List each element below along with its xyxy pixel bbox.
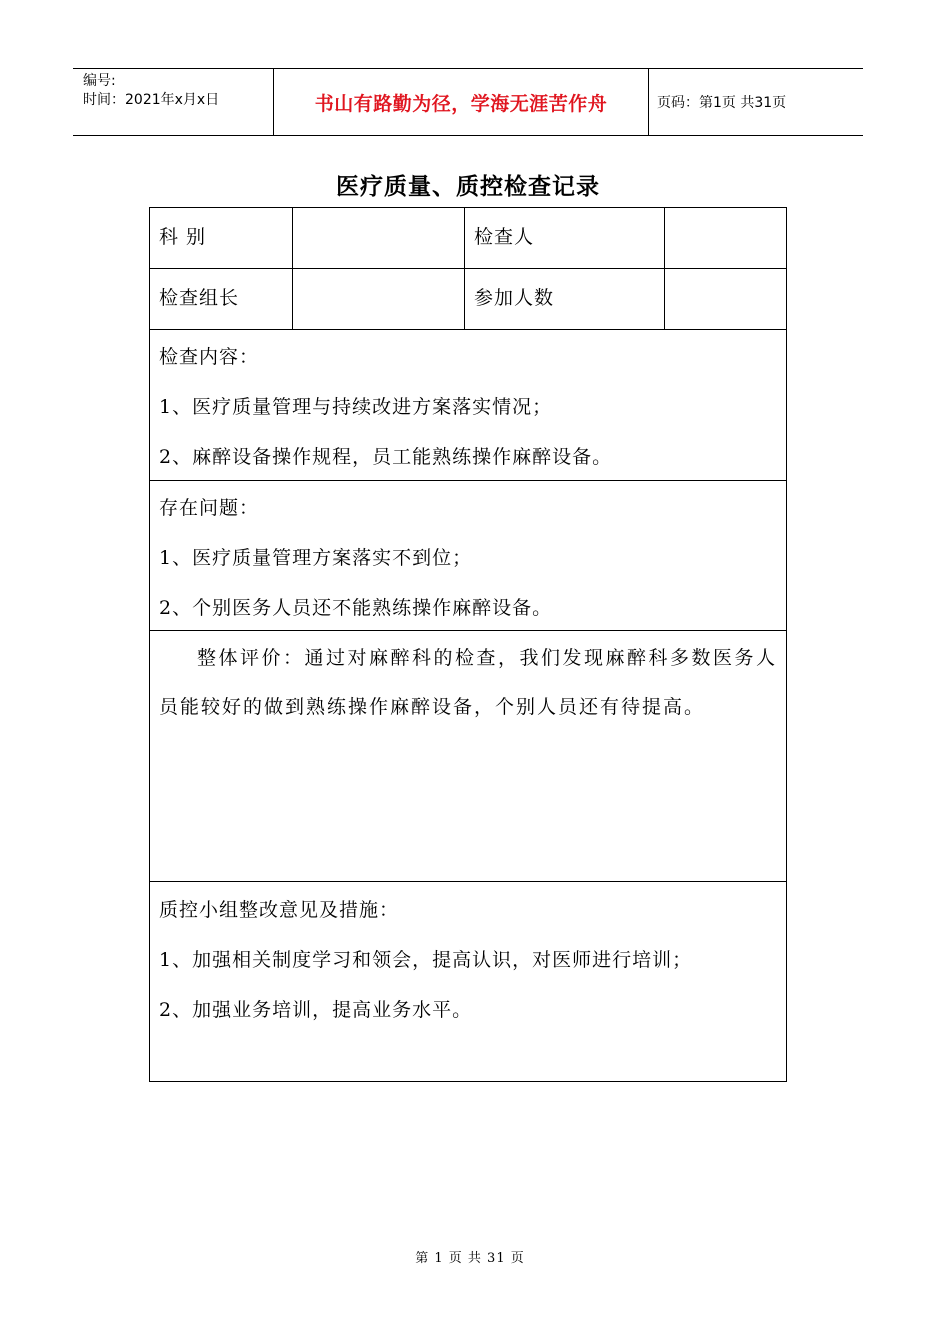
table-row [150,269,786,330]
inspection-content-heading: 检查内容： [159,346,260,368]
header-meta [73,69,274,135]
list-item: 1、医疗质量管理方案落实不到位； [159,547,473,569]
time-label: 时间：2021年x月x日 [83,92,220,108]
list-item: 1、加强相关制度学习和领会，提高认识，对医师进行培训； [159,949,693,971]
page-header [73,68,863,136]
table-row [150,208,786,269]
measures-section [150,882,786,1081]
serial-label: 编号: [83,73,116,89]
record-table [149,207,787,1082]
department-value[interactable] [293,208,465,268]
evaluation-text: 整体评价：通过对麻醉科的检查，我们发现麻醉科多数医务人员能较好的做到熟练操作麻醉设备，个别人员还有待提高。 [159,647,777,718]
header-motto: 书山有路勤为径，学海无涯苦作舟 [274,69,649,135]
measures-heading: 质控小组整改意见及措施： [159,899,400,921]
header-page-info: 页码：第1页 共31页 [657,95,787,111]
list-item: 1、医疗质量管理与持续改进方案落实情况； [159,396,553,418]
page-footer: 第 1 页 共 31 页 [415,1251,525,1266]
list-item: 2、麻醉设备操作规程，员工能熟练操作麻醉设备。 [159,446,613,468]
participants-label: 参加人数 [465,269,665,329]
evaluation-section [150,631,786,882]
inspector-label: 检查人 [465,208,665,268]
issues-heading: 存在问题： [159,497,260,519]
inspection-content-section [150,330,786,481]
participants-value[interactable] [665,269,786,329]
leader-value[interactable] [293,269,465,329]
list-item: 2、个别医务人员还不能熟练操作麻醉设备。 [159,597,553,619]
inspector-value[interactable] [665,208,786,268]
leader-label: 检查组长 [150,269,293,329]
issues-section [150,481,786,631]
department-label: 科 别 [150,208,293,268]
list-item: 2、加强业务培训，提高业务水平。 [159,999,473,1021]
document-title: 医疗质量、质控检查记录 [336,173,600,200]
